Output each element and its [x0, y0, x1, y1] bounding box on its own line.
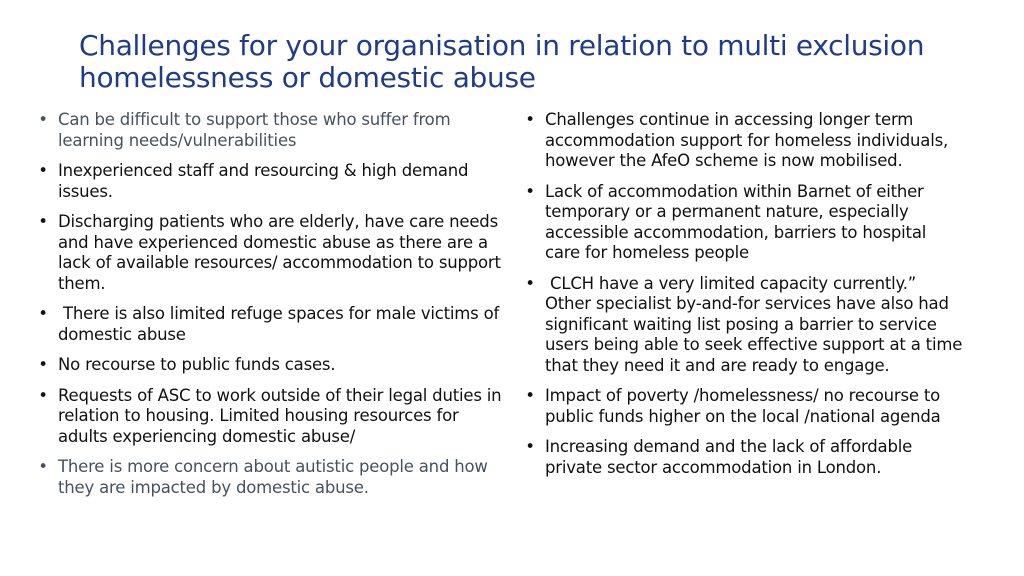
list-item-text: Requests of ASC to work outside of their legal duties in relation to housing. Limited housing resources for adults experiencing domestic abuse/: [58, 385, 502, 446]
list-item: [524, 182, 964, 264]
bullet-icon: •: [38, 385, 48, 405]
left-bullet-list: [37, 110, 507, 508]
list-item-text: No recourse to public funds cases.: [58, 355, 336, 374]
list-item: [37, 110, 507, 151]
list-item: [524, 273, 968, 377]
list-item: [37, 161, 507, 202]
list-item-text: Inexperienced staff and resourcing & high demand issues.: [58, 161, 469, 201]
bullet-icon: •: [38, 161, 48, 180]
list-item-text: Challenges continue in accessing longer term accommodation support for homeless individuals, however the AfeO scheme is now mobilised.: [545, 110, 949, 170]
list-item: [524, 386, 964, 427]
bullet-icon: •: [525, 437, 535, 456]
list-item-text: CLCH have a very limited capacity currently.” Other specialist by-and-for services have also had significant waiting list posing a barrier to service users being able to seek effective support at a time that they need it and are ready to engage.: [545, 273, 968, 375]
list-item-text: Discharging patients who are elderly, have care needs and have experienced domestic abuse as there are a lack of available resources/ accommodation to support them.: [58, 212, 501, 293]
list-item-text: There is more concern about autistic people and how they are impacted by domestic abuse.: [58, 457, 488, 497]
list-item: [524, 437, 964, 478]
right-bullet-list: [524, 110, 968, 488]
list-item: [37, 212, 507, 294]
list-item-text: Can be difficult to support those who suffer from learning needs/vulnerabilities: [58, 110, 451, 150]
list-item: [37, 386, 507, 448]
list-item-text: Lack of accommodation within Barnet of either temporary or a permanent nature, especially accessible accommodation, barriers to hospital care for homeless people: [545, 181, 927, 262]
slide-title: Challenges for your organisation in relation to multi exclusion homelessness or domestic abuse: [79, 29, 925, 94]
bullet-icon: •: [525, 181, 535, 201]
bullet-icon: •: [38, 355, 48, 374]
list-item-text: Impact of poverty /homelessness/ no recourse to public funds higher on the local /national agenda: [545, 386, 941, 426]
bullet-icon: •: [525, 386, 535, 405]
bullet-icon: •: [525, 110, 535, 129]
list-item-text: Increasing demand and the lack of affordable private sector accommodation in London.: [545, 437, 913, 477]
list-item: [37, 457, 507, 498]
list-item-text: There is also limited refuge spaces for male victims of domestic abuse: [58, 304, 505, 344]
list-item: [37, 304, 507, 345]
bullet-icon: •: [38, 304, 48, 323]
bullet-icon: •: [38, 212, 48, 231]
list-item: [37, 355, 507, 376]
bullet-icon: •: [525, 273, 535, 293]
bullet-icon: •: [38, 110, 48, 129]
list-item: [524, 110, 964, 172]
bullet-icon: •: [38, 457, 48, 476]
